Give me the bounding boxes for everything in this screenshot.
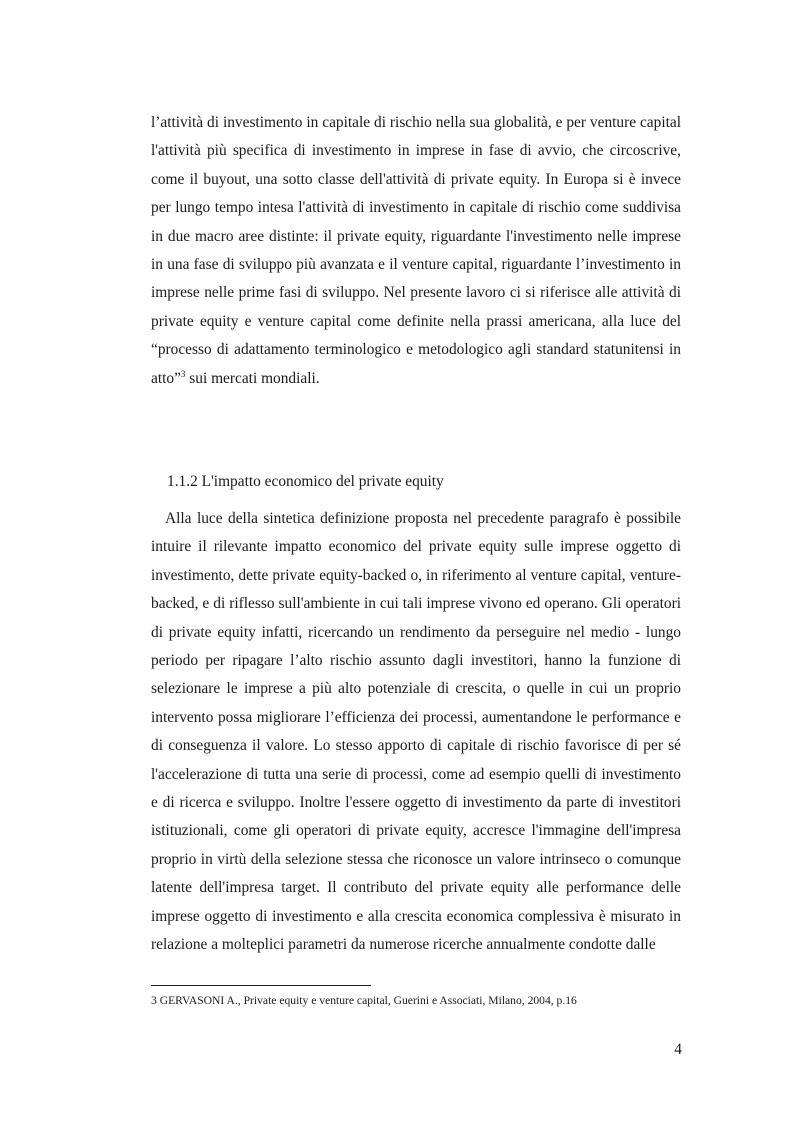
paragraph-1-text: l’attività di investimento in capitale di rischio nella sua globalità, e per venture capital l'attività più specifica di investimento in imprese in fase di avvio, che circoscrive, come il buyout, una sotto classe dell'attività di private equity. In Europa si è invece per lungo tempo intesa l'attività di investimento in capitale di rischio come suddivisa in due macro aree distinte: il private equity, riguardante l'investimento nelle imprese in una fase di sviluppo più avanzata e il venture capital, riguardante l’investimento in imprese nelle prime fasi di sviluppo. Nel presente lavoro ci si riferisce alle attività di private equity e venture capital come definite nella prassi americana, alla luce del “processo di adattamento terminologico e metodologico agli standard statunitensi in atto” [151,114,681,387]
section-heading: 1.1.2 L'impatto economico del private equity [167,473,444,490]
paragraph-1-text-end: sui mercati mondiali. [185,369,320,387]
footnote-separator [151,985,371,986]
footnote-author-initial: G [159,994,169,1007]
footnote-author-rest: ERVASONI [168,994,225,1007]
footnote-number: 3 [151,994,157,1007]
page-number: 4 [674,1041,682,1058]
footnote-reference[interactable]: 3 [180,368,186,379]
footnote-text: A., Private equity e venture capital, Guerini e Associati, Milano, 2004, p.16 [224,994,577,1007]
body-paragraph-2: Alla luce della sintetica definizione proposta nel precedente paragrafo è possibile intuire il rilevante impatto economico del private equity sulle imprese oggetto di investimento, dette private equity-backed o, in riferimento al venture capital, venture-backed, e di riflesso sull'ambiente in cui tali imprese vivono ed operano. Gli operatori di private equity infatti, ricercando un rendimento da perseguire nel medio - lungo periodo per ripagare l’alto rischio assunto dagli investitori, hanno la funzione di selezionare le imprese a più alto potenziale di crescita, o quelle in cui un proprio intervento possa migliorare l’efficienza dei processi, aumentandone le performance e di conseguenza il valore. Lo stesso apporto di capitale di rischio favorisce di per sé l'accelerazione di tutta una serie di processi, come ad esempio quelli di investimento e di ricerca e sviluppo. Inoltre l'essere oggetto di investimento da parte di investitori istituzionali, come gli operatori di private equity, accresce l'immagine dell'impresa proprio in virtù della selezione stessa che riconosce un valore intrinseco o comunque latente dell'impresa target. Il contributo del private equity alle performance delle imprese oggetto di investimento e alla crescita economica complessiva è misurato in relazione a molteplici parametri da numerose ricerche annualmente condotte dalle [151,510,681,954]
footnote [151,993,577,1009]
body-paragraph-1 [151,109,681,393]
